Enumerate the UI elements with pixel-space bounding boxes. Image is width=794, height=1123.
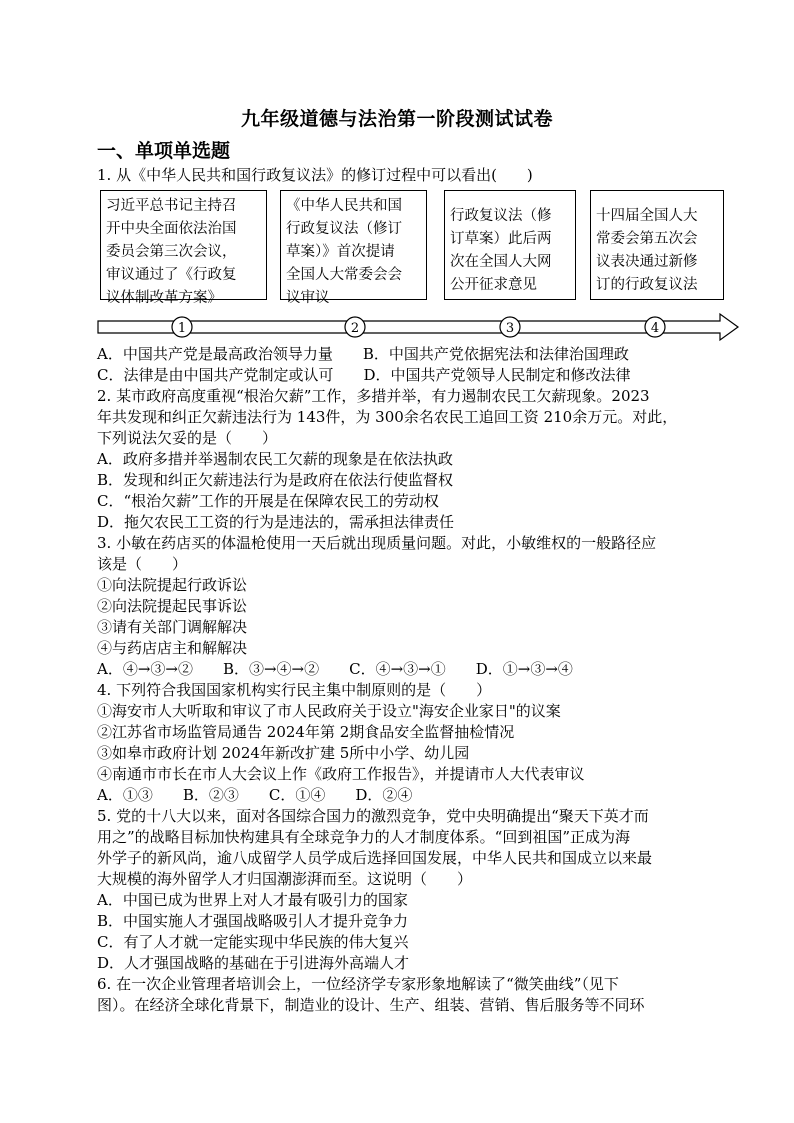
q3-options: A．④→③→② B．③→④→② C．④→③→① D．①→③→④ bbox=[97, 660, 573, 678]
q5-stem-line: 5. 党的十八大以来，面对各国综合国力的激烈竞争，党中央明确提出“聚天下英才而 bbox=[97, 807, 649, 825]
q4-item: ③如皋市政府计划 2024年新改扩建 5所中小学、幼儿园 bbox=[97, 744, 470, 762]
timeline-marker-4 bbox=[645, 317, 665, 337]
q3-stem-line: 3. 小敏在药店买的体温枪使用一天后就出现质量问题。对此，小敏维权的一般路径应 bbox=[97, 534, 657, 552]
q4-item: ④南通市市长在市人大会议上作《政府工作报告》，并提请市人大代表审议 bbox=[97, 765, 585, 783]
q4-item: ①海安市人大听取和审议了市人民政府关于设立"海安企业家日"的议案 bbox=[97, 702, 561, 720]
q2-stem-line: 年共发现和纠正欠薪违法行为 143件，为 300余名农民工追回工资 210余万元。对此， bbox=[97, 408, 678, 426]
section-heading: 一、单项单选题 bbox=[97, 140, 231, 162]
q2-stem-line: 下列说法欠妥的是（ ） bbox=[97, 429, 278, 447]
box-line: 审议通过了《行政复 bbox=[106, 267, 237, 283]
box-line: 委员会第三次会议， bbox=[106, 244, 237, 260]
box-line: 公开征求意见 bbox=[450, 277, 537, 293]
timeline-marker-1 bbox=[172, 317, 192, 337]
q3-item: ④与药店店主和解解决 bbox=[97, 639, 248, 657]
q1-options-cd: C．法律是由中国共产党制定或认可 D．中国共产党领导人民制定和修改法律 bbox=[97, 366, 631, 384]
q6-stem-line: 6. 在一次企业管理者培训会上，一位经济学专家形象地解读了“微笑曲线”（见下 bbox=[97, 975, 619, 993]
q4-stem: 4. 下列符合我国国家机构实行民主集中制原则的是（ ） bbox=[97, 681, 492, 699]
q4-item: ②江苏省市场监管局通告 2024年第 2期食品安全监督抽检情况 bbox=[97, 723, 515, 741]
q5-option-a: A．中国已成为世界上对人才最有吸引力的国家 bbox=[97, 891, 408, 909]
box-line: 订草案）此后两 bbox=[450, 231, 552, 247]
q2-option-c: C．“根治欠薪”工作的开展是在保障农民工的劳动权 bbox=[97, 492, 439, 510]
q3-item: ①向法院提起行政诉讼 bbox=[97, 576, 248, 594]
marker-label: 3 bbox=[505, 321, 515, 336]
q2-option-b: B．发现和纠正欠薪违法行为是政府在依法行使监督权 bbox=[97, 471, 454, 489]
q5-stem-line: 大规模的海外留学人才归国潮澎湃而至。这说明（ ） bbox=[97, 870, 473, 888]
box-line: 议表决通过新修 bbox=[596, 254, 698, 270]
marker-label: 1 bbox=[177, 321, 187, 336]
q1-options-ab: A．中国共产党是最高政治领导力量 B．中国共产党依据宪法和法律治国理政 bbox=[97, 345, 629, 363]
page-title: 九年级道德与法治第一阶段测试试卷 bbox=[240, 108, 553, 130]
box-line: 议体制改革方案》 bbox=[106, 290, 222, 306]
box-line: 行政复议法（修订 bbox=[286, 221, 402, 237]
timeline-box-2 bbox=[280, 190, 427, 306]
q2-option-a: A．政府多措并举遏制农民工欠薪的现象是在依法执政 bbox=[97, 450, 453, 468]
box-line: 议审议 bbox=[286, 290, 330, 306]
timeline-box-3 bbox=[444, 190, 576, 300]
box-line: 全国人大常委会会 bbox=[286, 267, 402, 283]
q2-stem-line: 2. 某市政府高度重视“根治欠薪”工作，多措并举，有力遏制农民工欠薪现象。2023 bbox=[97, 387, 650, 405]
q5-stem-line: 外学子的新风尚，逾八成留学人员学成后选择回国发展，中华人民共和国成立以来最 bbox=[97, 849, 653, 867]
box-line: 行政复议法（修 bbox=[450, 208, 552, 224]
timeline-box-1 bbox=[100, 190, 267, 306]
box-line: 订的行政复议法 bbox=[596, 277, 698, 293]
q3-stem-line: 该是（ ） bbox=[97, 555, 188, 573]
q5-option-d: D．人才强国战略的基础在于引进海外高端人才 bbox=[97, 954, 410, 972]
timeline-marker-3 bbox=[500, 317, 520, 337]
arrow-shape bbox=[98, 314, 738, 340]
q4-options: A．①③ B．②③ C．①④ D．②④ bbox=[97, 786, 413, 804]
timeline-arrow bbox=[96, 312, 742, 344]
box-line: 常委会第五次会 bbox=[596, 231, 698, 247]
q3-item: ③请有关部门调解解决 bbox=[97, 618, 248, 636]
box-line: 习近平总书记主持召 bbox=[106, 198, 237, 214]
timeline-marker-2 bbox=[345, 317, 365, 337]
timeline-box-4 bbox=[590, 190, 724, 300]
box-line: 草案）》首次提请 bbox=[286, 244, 395, 260]
marker-label: 2 bbox=[350, 321, 360, 336]
q3-item: ②向法院提起民事诉讼 bbox=[97, 597, 248, 615]
q5-option-b: B．中国实施人才强国战略吸引人才提升竞争力 bbox=[97, 912, 409, 930]
box-line: 次在全国人大网 bbox=[450, 254, 552, 270]
q5-option-c: C．有了人才就一定能实现中华民族的伟大复兴 bbox=[97, 933, 409, 951]
q5-stem-line: 用之”的战略目标加快构建具有全球竞争力的人才制度体系。“回到祖国”正成为海 bbox=[97, 828, 631, 846]
box-line: 《中华人民共和国 bbox=[286, 198, 402, 214]
q6-stem-line: 图）。在经济全球化背景下，制造业的设计、生产、组装、营销、售后服务等不同环 bbox=[97, 996, 645, 1014]
q2-option-d: D．拖欠农民工工资的行为是违法的，需承担法律责任 bbox=[97, 513, 455, 531]
box-line: 十四届全国人大 bbox=[596, 208, 698, 224]
box-line: 开中央全面依法治国 bbox=[106, 221, 237, 237]
q1-stem: 1. 从《中华人民共和国行政复议法》的修订过程中可以看出( ) bbox=[97, 166, 533, 184]
marker-label: 4 bbox=[650, 321, 660, 336]
